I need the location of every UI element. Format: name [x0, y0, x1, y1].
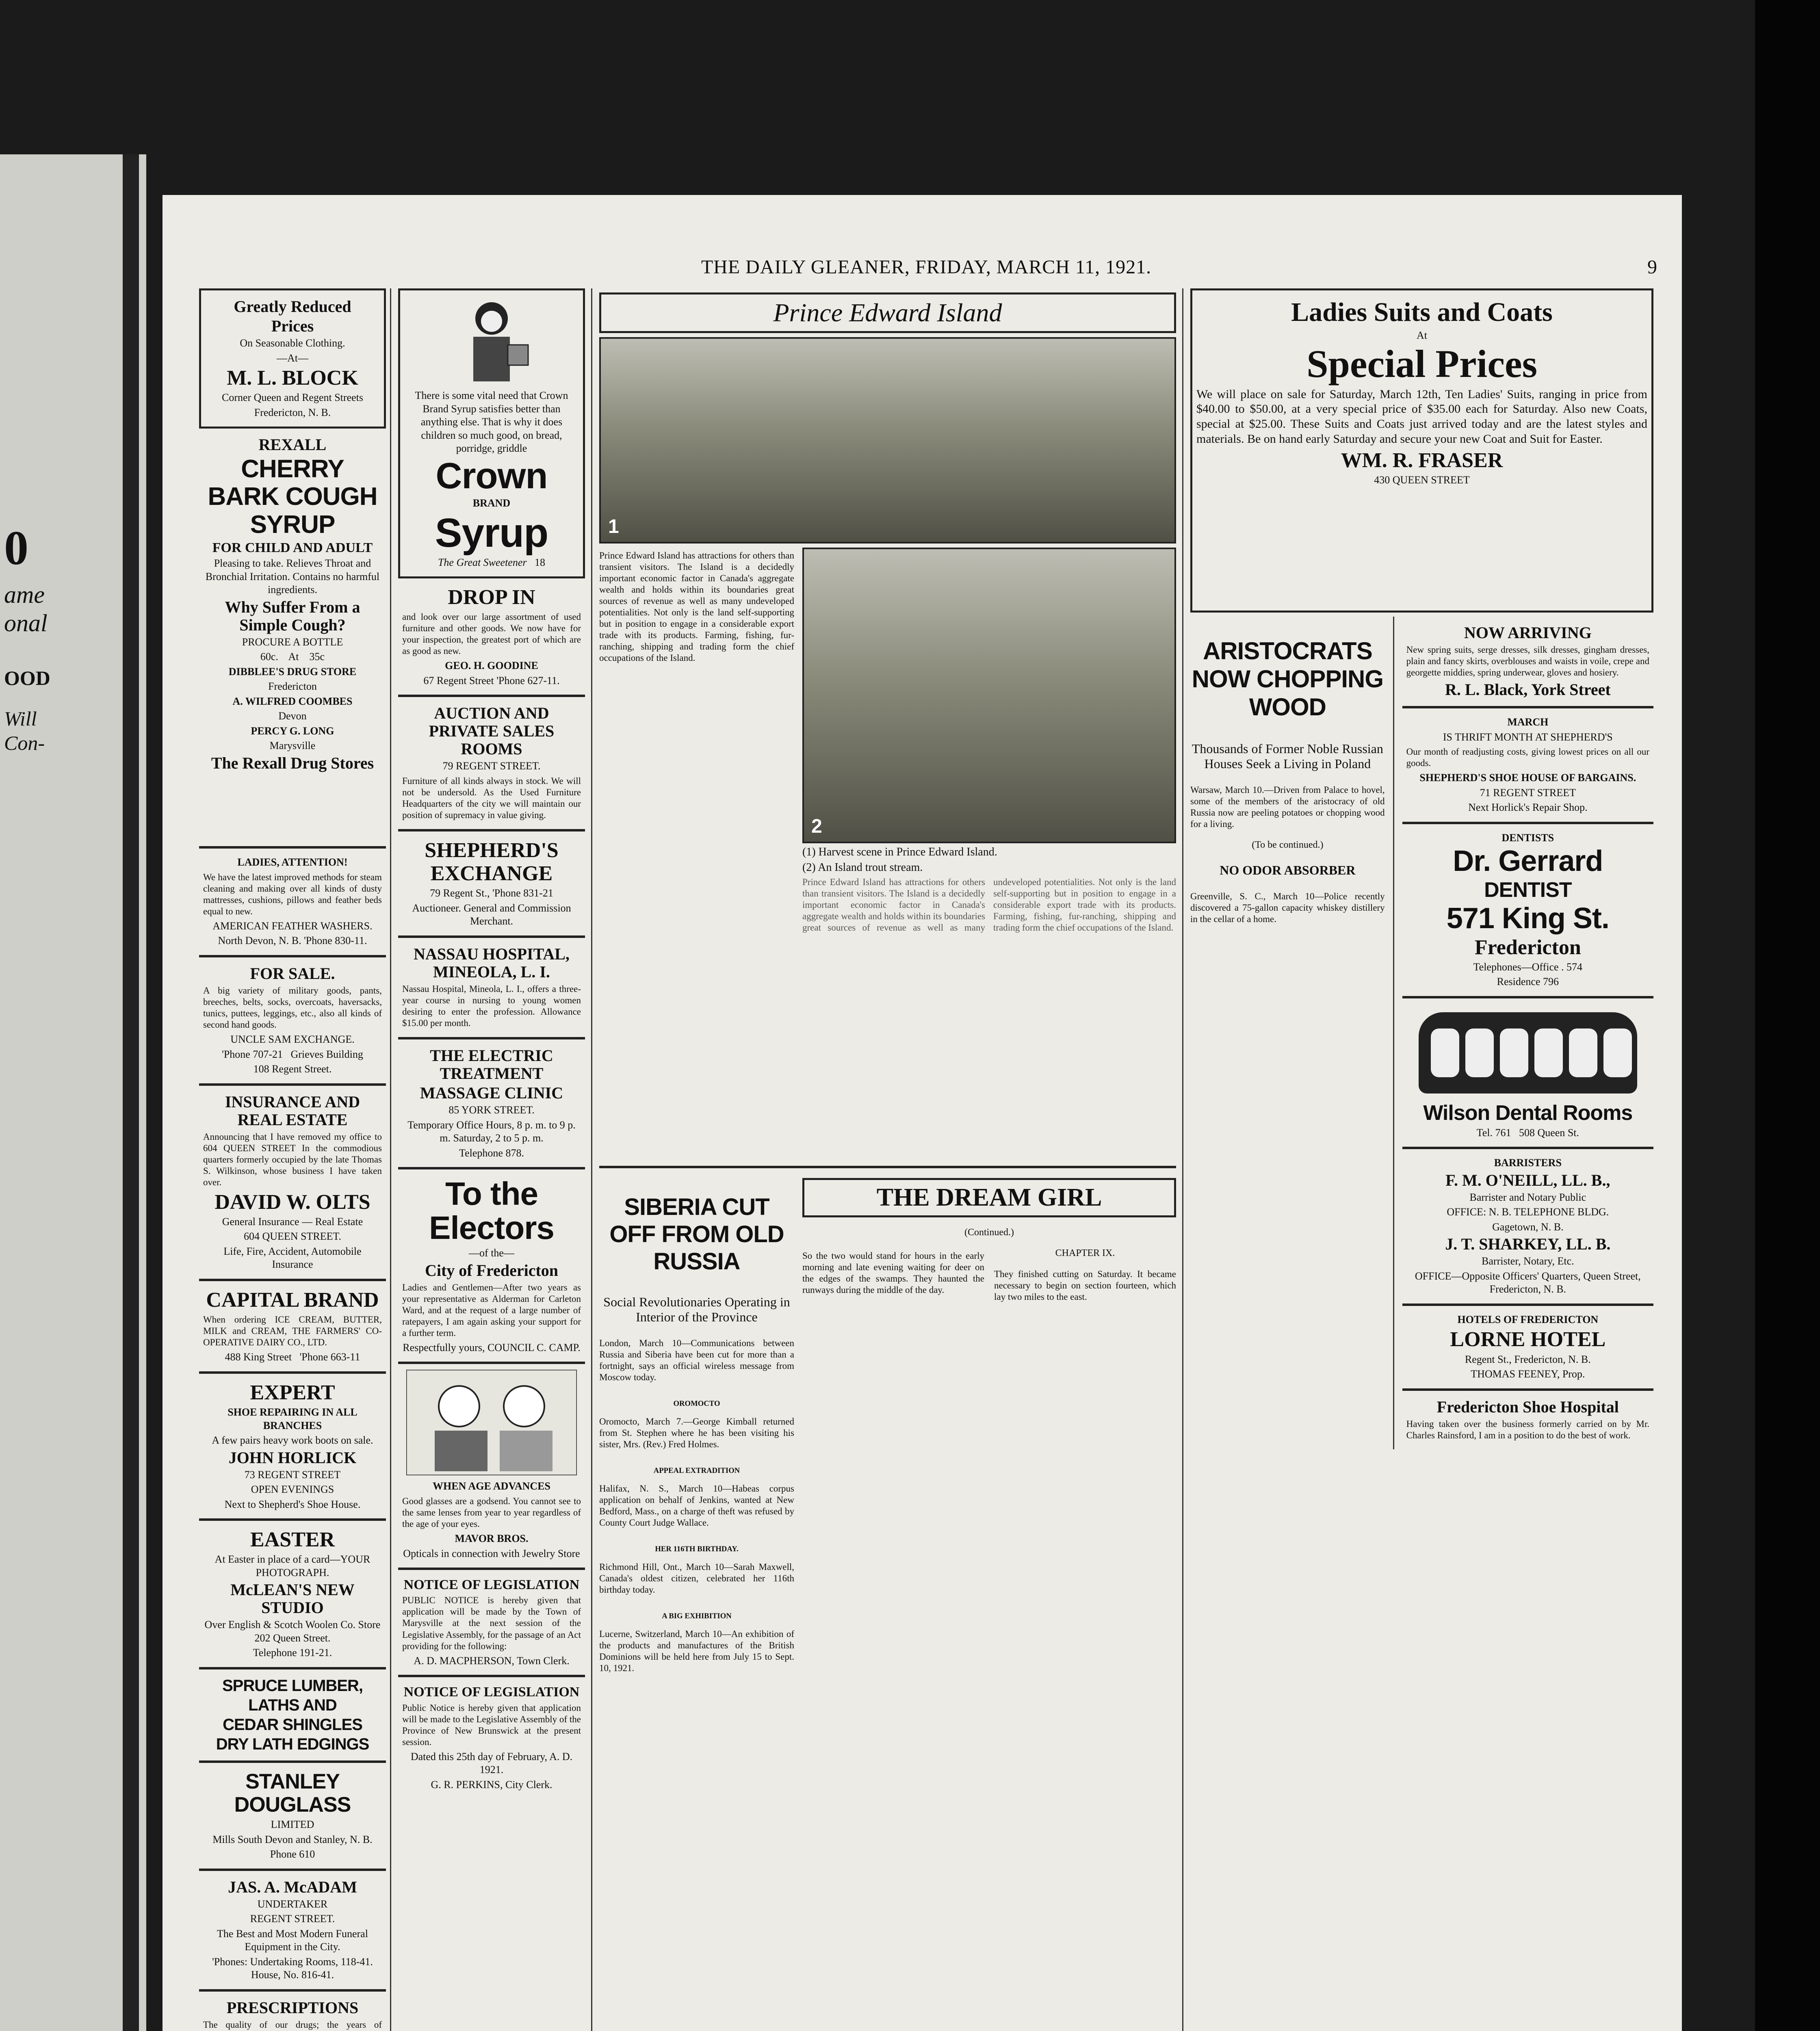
ad-text: Tel. 761 508 Queen St. — [1476, 1126, 1580, 1139]
ad-text: —At— — [277, 352, 308, 364]
article-headline: OROMOCTO — [673, 1399, 720, 1408]
notice-date: Dated this 25th day of February, A. D. 1921. — [410, 1750, 573, 1776]
article-text: So the two would stand for hours in the early morning and late evening waiting for deer on the edges of the swamps. They haunted the runways during the middle of the day. — [802, 1251, 984, 1295]
article-headline: NO ODOR ABSORBER — [1220, 862, 1356, 877]
ad-sub: FOR CHILD AND ADULT — [212, 540, 373, 555]
ad-heading: LADIES, ATTENTION! — [237, 856, 348, 868]
expert-ad — [199, 1374, 386, 1521]
article-text: Prince Edward Island has attractions for others than transient visitors. The Island is a decidedly important economic factor in Canada's aggregate wealth and holds within its boundaries great sources of revenue as well as many undeveloped potentialities. Not only is the land self-supporting but in position to engage in a considerable export trade with its products. Farming, fishing, fur-ranching, shipping and trading form the chief occupations of the Island. — [599, 550, 794, 663]
ad-text: OFFICE—Opposite Officers' Quarters, Queen Street, Fredericton, N. B. — [1415, 1270, 1641, 1295]
ad-text: At — [1417, 329, 1427, 341]
ad-text: Devon — [278, 710, 307, 722]
pei-headline — [599, 292, 1176, 333]
article-text: Oromocto, March 7.—George Kimball returned from St. Stephen where he has been visiting his sister, Mrs. (Rev.) Fred Holmes. — [599, 1416, 794, 1450]
article-text: London, March 10—Communications between Russia and Siberia have been cut for more than a fortnight, says an official wireless message from Moscow today. — [599, 1338, 794, 1383]
ad-text: AMERICAN FEATHER WASHERS. — [212, 920, 373, 932]
ad-text: New spring suits, serge dresses, silk dresses, gingham dresses, plain and fancy skirts, overblouses and waists in voile, crepe and georgette middies, spring underwear, gloves and hosiery. — [1406, 645, 1649, 678]
ad-heading: HOTELS OF FREDERICTON — [1457, 1313, 1599, 1325]
ad-title: CHERRY BARK COUGH SYRUP — [208, 455, 377, 539]
ad-text: Regent St., Fredericton, N. B. — [1465, 1353, 1591, 1365]
chapter-heading: CHAPTER IX. — [1055, 1248, 1115, 1258]
ad-heading: CAPITAL BRAND — [206, 1288, 379, 1312]
ad-heading: DROP IN — [448, 586, 535, 609]
notice-subheading: City of Fredericton — [425, 1261, 559, 1280]
ad-text: THOMAS FEENEY, Prop. — [1471, 1368, 1585, 1380]
woman-illustration — [451, 296, 532, 385]
ad-text: 73 REGENT STREET — [244, 1468, 341, 1481]
nassau-ad — [398, 938, 585, 1039]
ad-text: SHOE REPAIRING IN ALL BRANCHES — [228, 1406, 358, 1431]
ad-text: DENTIST — [1484, 878, 1572, 902]
massage-ad — [398, 1039, 585, 1169]
ad-heading: INSURANCE AND REAL ESTATE — [225, 1092, 360, 1129]
ad-text: Barrister, Notary, Etc. — [1482, 1255, 1574, 1267]
column-2 — [398, 288, 585, 2031]
ad-text: 'Phone 707-21 Grieves Building — [222, 1048, 363, 1060]
brand-name: Crown — [436, 455, 548, 496]
insurance-ad — [199, 1086, 386, 1281]
ad-text: Good glasses are a godsend. You cannot see to the same lenses from year to year regardless of the age of your eyes. — [402, 1496, 581, 1529]
ad-text: Corner Queen and Regent Streets — [221, 392, 363, 404]
ad-text: Announcing that I have removed my office to 604 QUEEN STREET In the commodious quarters formerly occupied by the late Thomas S. Wilkinson, whose business I have taken over. — [203, 1131, 382, 1187]
ad-text: Fredericton — [1474, 935, 1581, 959]
ad-text: We will place on sale for Saturday, March 12th, Ten Ladies' Suits, ranging in price from $40.00 to $50.00, at a very special price of $35.00 each for Saturday. Also new Coats, special at $25.00. These Suits and Coats just arrived today and are the latest styles and materials. Be on hand early Saturday and secure your new Coat and Suit for Easter. — [1196, 387, 1647, 446]
edge-text-2: onal — [4, 610, 48, 637]
shepherd-exchange-ad — [398, 831, 585, 938]
ad-heading: Fredericton Shoe Hospital — [1436, 1397, 1619, 1416]
siberia-column — [599, 1174, 794, 1676]
stanley-ad — [199, 1763, 386, 1871]
ad-line: LATHS AND — [248, 1696, 337, 1714]
ad-text: —of the— — [469, 1247, 514, 1259]
ad-text: North Devon, N. B. 'Phone 830-11. — [218, 935, 367, 947]
ad-text: A. WILFRED COOMBES — [232, 695, 353, 707]
ad-heading: AUCTION AND PRIVATE SALES ROOMS — [429, 704, 555, 758]
pei-photo-2-block — [802, 548, 1176, 933]
ad-text: UNCLE SAM EXCHANGE. — [230, 1033, 355, 1046]
column-rule — [1393, 617, 1394, 1449]
classified-column — [1402, 617, 1653, 1449]
shoe-hospital-ad — [1402, 1391, 1653, 1449]
ad-text: Telephone 191-21. — [253, 1647, 332, 1659]
notice-heading: NOTICE OF LEGISLATION — [403, 1577, 580, 1592]
serial-text — [802, 1248, 1176, 1306]
ad-text: At Easter in place of a card—YOUR PHOTOGRAPH. — [214, 1553, 370, 1578]
notice-signature: G. R. PERKINS, City Clerk. — [431, 1778, 552, 1791]
ad-heading: Prices — [271, 317, 314, 335]
ad-text: A few pairs heavy work boots on sale. — [212, 1434, 373, 1446]
ad-text: The quality of our drugs; the years of — [203, 2019, 382, 2030]
ad-footer: The Rexall Drug Stores — [211, 754, 374, 772]
ad-text: BRAND — [472, 497, 511, 509]
ad-heading: SHEPHERD'S EXCHANGE — [425, 839, 559, 886]
article-text: (Continued.) — [964, 1227, 1014, 1238]
ad-price-line: 60c. At 35c — [260, 651, 325, 663]
crown-syrup-ad — [398, 288, 585, 578]
column-rule — [390, 288, 391, 2031]
ad-text: 79 REGENT STREET. — [442, 760, 541, 772]
ad-text: Opticals in connection with Jewelry Store — [403, 1547, 580, 1559]
article-headline: APPEAL EXTRADITION — [653, 1466, 740, 1475]
aristocrats-column — [1190, 617, 1385, 1449]
ad-heading: NASSAU HOSPITAL, MINEOLA, L. I. — [414, 944, 570, 981]
hotels-ad — [1402, 1306, 1653, 1391]
ad-name: SHEPHERD'S SHOE HOUSE OF BARGAINS. — [1419, 772, 1636, 784]
ad-heading: THE ELECTRIC TREATMENT — [430, 1046, 553, 1083]
ad-text: DIBBLEE'S DRUG STORE — [228, 665, 357, 678]
ad-heading: NOW ARRIVING — [1464, 624, 1592, 642]
teeth-illustration — [1419, 1012, 1637, 1093]
ad-text: On Seasonable Clothing. — [240, 337, 345, 349]
edge-text-0: 0 — [4, 521, 28, 575]
article-text: Lucerne, Switzerland, March 10—An exhibition of the products and manufactures of the British Dominions will be held here from July 15 to Sept. 10, 1921. — [599, 1628, 794, 1673]
notice-text: Ladies and Gentlemen—After two years as your representative as Alderman for Carleton Ward, and at the request of a large number of ratepayers, I am again asking your support for a further term. — [402, 1282, 581, 1338]
dream-girl-headline — [802, 1178, 1176, 1217]
article-headline: A BIG EXHIBITION — [662, 1612, 732, 1621]
article-text: Richmond Hill, Ont., March 10—Sarah Maxwell, Canada's oldest citizen, celebrated her 116th birthday today. — [599, 1561, 794, 1595]
ad-text: Temporary Office Hours, 8 p. m. to 9 p. m. Saturday, 2 to 5 p. m. — [407, 1119, 576, 1144]
elderly-couple-illustration — [406, 1370, 577, 1475]
ad-brand: REXALL — [258, 435, 327, 454]
photo-caption: (1) Harvest scene in Prince Edward Island. — [802, 846, 997, 858]
ad-text: 571 King St. — [1446, 902, 1609, 935]
ad-heading: BARRISTERS — [1494, 1157, 1562, 1169]
block-ad — [199, 288, 386, 429]
ad-text: Fredericton, N. B. — [254, 406, 331, 418]
ad-name: F. M. O'NEILL, LL. B., — [1445, 1171, 1610, 1189]
ad-text: Having taken over the business formerly carried on by Mr. Charles Rainsford, I am in a position to do the best of work. — [1406, 1418, 1649, 1440]
spruce-ad — [199, 1669, 386, 1763]
ad-name: STANLEY DOUGLASS — [234, 1769, 351, 1817]
ladies-ad — [199, 849, 386, 957]
article-text: Halifax, N. S., March 10—Habeas corpus application on behalf of Jenkins, wanted at New Bedford, Mass., on a charge of theft was refused by County Court Judge Wallace. — [599, 1483, 794, 1528]
ad-name: R. L. Black, York Street — [1445, 680, 1611, 699]
mavor-ad — [398, 1364, 585, 1570]
notice-signature: A. D. MACPHERSON, Town Clerk. — [414, 1654, 570, 1667]
ad-text: Furniture of all kinds always in stock. We will not be undersold. As the Used Furniture Headquarters of the city we will maintain our position of supremacy in value giving. — [402, 775, 581, 821]
edge-text-1: ame — [4, 581, 45, 608]
ad-heading: Ladies Suits and Coats — [1291, 297, 1553, 327]
ad-name: JAS. A. McADAM — [228, 1877, 357, 1896]
arriving-ad — [1402, 617, 1653, 708]
dream-girl-column — [802, 1174, 1176, 1306]
ad-line: DRY LATH EDGINGS — [216, 1735, 369, 1753]
ad-text: We have the latest improved methods for steam cleaning and making over all kinds of dusty mattresses, cushions, pillows and feather beds equal to new. — [203, 872, 382, 916]
ad-text: Telephone 878. — [459, 1147, 524, 1159]
march-ad — [1402, 708, 1653, 824]
ad-name: DAVID W. OLTS — [214, 1190, 370, 1214]
ad-text: Pleasing to take. Relieves Throat and Bronchial Irritation. Contains no harmful ingredients. — [205, 557, 380, 596]
article-text: Prince Edward Island has attractions for others than transient visitors. The Island is a decidedly important economic factor in Canada's aggregate wealth and holds within its boundaries great sources of revenue as well as many undeveloped potentialities. Not only is the land self-supporting but in position to engage in a considerable export trade with its products. Farming, fishing, fur-ranching, shipping and trading form the chief occupations of the Island. — [802, 877, 1176, 933]
ad-heading: WHEN AGE ADVANCES — [433, 1480, 550, 1492]
capital-ad — [199, 1281, 386, 1374]
edge-text-5: Con- — [4, 732, 45, 754]
ad-text: Telephones—Office . 574 — [1473, 961, 1583, 973]
ad-text: Life, Fire, Accident, Automobile Insurance — [223, 1245, 362, 1271]
ad-text: General Insurance — Real Estate — [222, 1215, 363, 1228]
ad-text: OPEN EVENINGS — [251, 1483, 334, 1495]
ad-text: 67 Regent Street 'Phone 627-11. — [423, 674, 560, 686]
ad-heading: MARCH — [1507, 716, 1549, 728]
film-edge-right — [1755, 0, 1820, 2031]
column-4 — [1190, 288, 1653, 2031]
photo-caption: (2) An Island trout stream. — [802, 861, 923, 874]
notice-heading: NOTICE OF LEGISLATION — [403, 1685, 580, 1700]
fraser-ad — [1190, 288, 1653, 613]
column-rule — [1182, 288, 1183, 2031]
ad-text: Fredericton — [268, 680, 317, 693]
ad-heading: EASTER — [250, 1528, 335, 1551]
ad-text: Nassau Hospital, Mineola, L. I., offers a three-year course in nursing to young women desiring to enter the profession. Allowance $15.00 per month. — [402, 983, 581, 1028]
gerrard-ad — [1402, 824, 1653, 998]
ad-name: Dr. Gerrard — [1453, 845, 1603, 878]
ad-text: UNDERTAKER — [257, 1898, 328, 1910]
ad-text: Barrister and Notary Public — [1469, 1191, 1586, 1203]
ad-text: and look over our large assortment of used furniture and other goods. We now have for your inspection, the greatest port of which are as good as new. — [402, 612, 581, 656]
ad-text: 108 Regent Street. — [253, 1063, 332, 1075]
section-rule — [599, 1166, 1176, 1168]
masthead — [195, 256, 1658, 280]
page-number: 9 — [1647, 256, 1658, 278]
column-4-lower — [1190, 617, 1653, 1449]
ad-text: PERCY G. LONG — [251, 725, 334, 737]
dropin-ad — [398, 578, 585, 697]
rexall-ad — [199, 429, 386, 849]
adjacent-page — [0, 154, 146, 2031]
ad-text: Next Horlick's Repair Shop. — [1468, 801, 1588, 814]
ad-text: 488 King Street 'Phone 663-11 — [225, 1351, 360, 1363]
ad-name: GEO. H. GOODINE — [445, 660, 538, 672]
notice-signature: Respectfully yours, COUNCIL C. CAMP. — [403, 1341, 581, 1353]
ad-text: Residence 796 — [1497, 976, 1559, 988]
ad-question: Why Suffer From a Simple Cough? — [225, 598, 360, 634]
forsale-ad — [199, 957, 386, 1086]
ad-text: OFFICE: N. B. TELEPHONE BLDG. — [1447, 1206, 1609, 1218]
ad-text: Gagetown, N. B. — [1492, 1221, 1564, 1233]
ad-heading: DENTISTS — [1502, 831, 1554, 844]
ad-text: 85 YORK STREET. — [448, 1104, 535, 1116]
ad-text: 79 Regent St., 'Phone 831-21 — [430, 887, 553, 899]
ad-line: CEDAR SHINGLES — [223, 1715, 362, 1734]
article-headline: SIBERIA CUT OFF FROM OLD RUSSIA — [609, 1194, 784, 1275]
ad-text: 430 QUEEN STREET — [1374, 474, 1470, 486]
film-edge — [123, 154, 139, 2031]
ad-text: REGENT STREET. — [250, 1913, 335, 1925]
ad-line: SPRUCE LUMBER, — [222, 1676, 363, 1695]
ad-text: Our month of readjusting costs, giving lowest prices on all our goods. — [1406, 747, 1649, 769]
electors-notice — [398, 1169, 585, 1364]
notice-heading: To the Electors — [429, 1176, 554, 1246]
ad-name: JOHN HORLICK — [228, 1448, 357, 1467]
ad-text: The Best and Most Modern Funeral Equipment in the City. — [217, 1927, 368, 1953]
ad-text: 71 REGENT STREET — [1480, 786, 1576, 799]
column-3 — [599, 288, 1176, 2031]
ad-name: LORNE HOTEL — [1450, 1328, 1606, 1351]
ad-heading: MASSAGE CLINIC — [420, 1084, 563, 1102]
ad-text: Auctioneer. General and Commission Merchant. — [412, 902, 571, 927]
newspaper-page — [162, 195, 1682, 2031]
edge-text-3: OOD — [4, 667, 50, 689]
trout-stream-photo: 2 — [802, 548, 1176, 843]
easter-ad — [199, 1521, 386, 1669]
mcadam-ad — [199, 1871, 386, 1992]
ad-text: 'Phones: Undertaking Rooms, 118-41. House, No. 816-41. — [212, 1955, 373, 1981]
ad-text: There is some vital need that Crown Brand Syrup satisfies better than anything else. That is why it does children so much good, on bread, porridge, griddle — [415, 390, 568, 454]
ad-text: Next to Shepherd's Shoe House. — [224, 1498, 361, 1510]
ad-name: MAVOR BROS. — [455, 1533, 529, 1544]
ad-text: The Great Sweetener 18 — [438, 556, 546, 568]
masthead-title: THE DAILY GLEANER, FRIDAY, MARCH 11, 1921. — [701, 256, 1152, 278]
edge-text-4: Will — [4, 707, 37, 730]
pei-body — [599, 548, 1176, 933]
barristers-ad — [1402, 1149, 1653, 1306]
ad-heading: Special Prices — [1306, 342, 1537, 386]
ad-text: LIMITED — [271, 1819, 314, 1831]
article-subheadline: Social Revolutionaries Operating in Interior of the Province — [603, 1295, 790, 1325]
ad-name: Wilson Dental Rooms — [1423, 1101, 1633, 1125]
ad-name: J. T. SHARKEY, LL. B. — [1445, 1235, 1611, 1254]
ad-text: PROCURE A BOTTLE — [242, 636, 343, 648]
notice-text: PUBLIC NOTICE is hereby given that application will be made by the Town of Marysville at the next session of the Legislative Assembly, for the passage of an Act providing for the following: — [402, 1595, 581, 1651]
prescriptions-ad — [199, 1992, 386, 2031]
brand-name: Syrup — [435, 510, 548, 556]
ad-text: 604 QUEEN STREET. — [244, 1230, 341, 1243]
ad-heading: Greatly Reduced — [234, 297, 351, 316]
column-1 — [199, 288, 386, 2031]
ad-text: Phone 610 — [270, 1848, 315, 1860]
ad-name: WM. R. FRASER — [1341, 449, 1503, 472]
notice-text: Public Notice is hereby given that application will be made to the Legislative Assembly of the Province of New Brunswick at the present session. — [402, 1702, 581, 1747]
ad-heading: EXPERT — [250, 1381, 335, 1404]
article-text: They finished cutting on Saturday. It became necessary to begin on section fourteen, which lay two miles to the east. — [994, 1269, 1176, 1302]
ad-heading: FOR SALE. — [250, 964, 335, 983]
article-headline: Prince Edward Island — [773, 298, 1002, 327]
article-headline: ARISTOCRATS NOW CHOPPING WOOD — [1192, 637, 1384, 721]
wilson-ad — [1402, 998, 1653, 1150]
ad-text: Marysville — [269, 740, 316, 752]
ad-text: IS THRIFT MONTH AT SHEPHERD'S — [1443, 731, 1613, 743]
legislation-notice — [398, 1677, 585, 1799]
article-text: (To be continued.) — [1252, 839, 1324, 850]
harvest-photo: 1 — [599, 337, 1176, 543]
article-subheadline: Thousands of Former Noble Russian Houses Seek a Living in Poland — [1192, 741, 1383, 771]
auction-ad — [398, 697, 585, 831]
ad-text: Mills South Devon and Stanley, N. B. — [212, 1833, 373, 1845]
ad-name: M. L. BLOCK — [227, 366, 358, 390]
ad-text: A big variety of military goods, pants, breeches, belts, socks, overcoats, haversacks, tunics, puttees, leggings, etc., also all kinds of second hand goods. — [203, 985, 382, 1030]
ad-text: Over English & Scotch Woolen Co. Store 202 Queen Street. — [204, 1619, 381, 1644]
article-headline: THE DREAM GIRL — [876, 1184, 1102, 1211]
article-headline: HER 116TH BIRTHDAY. — [655, 1545, 739, 1554]
ad-heading: PRESCRIPTIONS — [226, 1998, 359, 2017]
ad-text: When ordering ICE CREAM, BUTTER, MILK and CREAM, THE FARMERS' CO-OPERATIVE DAIRY CO., LTD. — [203, 1314, 382, 1348]
article-text: Greenville, S. C., March 10—Police recently discovered a 75-gallon capacity whiskey distillery in the cellar of a home. — [1190, 891, 1385, 924]
article-text: Warsaw, March 10.—Driven from Palace to hovel, some of the members of the aristocracy of old Russia now are peeling potatoes or chopping wood for a living. — [1190, 784, 1385, 829]
column-rule — [591, 288, 592, 2031]
legislation-notice — [398, 1570, 585, 1677]
ad-name: McLEAN'S NEW STUDIO — [230, 1581, 355, 1617]
